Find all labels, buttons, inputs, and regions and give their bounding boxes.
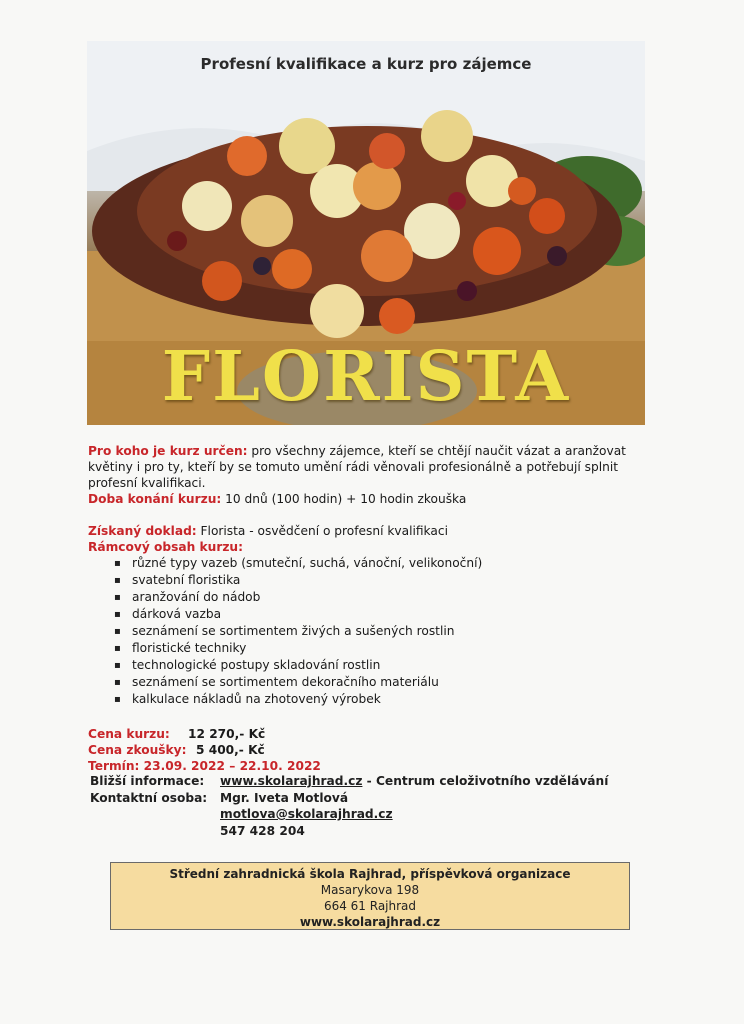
exam-price-value: 5 400,- Kč [196,743,265,757]
contact-info [90,773,608,839]
course-price-line [88,726,648,742]
course-title: FLORISTA [161,337,571,417]
list-item: ▪ seznámení se sortimentem dekoračního materiálu [114,674,648,691]
school-street: Masarykova 198 [320,883,420,897]
list-item: ▪ různé typy vazeb (smuteční, suchá, vánoční, velikonoční) [114,555,648,572]
exam-price-label: Cena zkoušky: [88,743,187,757]
term-line: Termín: 23.09. 2022 – 22.10. 2022 [88,759,321,773]
intro-paragraph [88,443,648,491]
course-details [88,443,648,774]
contact-person-label: Kontaktní osoba: [90,790,208,805]
certificate-line [88,523,648,539]
school-name: Střední zahradnická škola Rajhrad, příspěvková organizace [169,867,571,881]
duration-text: 10 dnů (100 hodin) + 10 hodin zkouška [221,492,467,506]
flower-photo-banner [87,41,645,425]
content-label: Rámcový obsah kurzu: [88,540,243,554]
duration-line [88,491,648,507]
list-item: ▪ floristické techniky [114,640,648,657]
intro-label: Pro koho je kurz určen: [88,444,248,458]
contact-name: Mgr. Iveta Motlová [220,790,349,805]
contact-email-link[interactable]: motlova@skolarajhrad.cz [220,807,393,821]
photo-subtitle: Profesní kvalifikace a kurz pro zájemce [200,55,532,73]
course-price-value: 12 270,- Kč [188,727,266,741]
list-item: ▪ kalkulace nákladů na zhotovený výrobek [114,691,648,708]
content-list [88,555,648,708]
list-item: ▪ dárková vazba [114,606,648,623]
school-address-box [110,862,630,930]
course-price-label: Cena kurzu: [88,727,170,741]
school-web-link[interactable]: www.skolarajhrad.cz [299,915,441,929]
certificate-label: Získaný doklad: [88,524,197,538]
list-item: ▪ technologické postupy skladování rostlin [114,657,648,674]
list-item: ▪ aranžování do nádob [114,589,648,606]
more-info-label: Bližší informace: [90,774,205,788]
duration-label: Doba konání kurzu: [88,492,222,506]
certificate-text: Florista - osvědčení o profesní kvalifikaci [196,524,448,538]
intro-text: pro všechny zájemce, kteří se chtějí naučit vázat a aranžovat květiny i pro ty, kteří by se tomuto umění rádi věnovali profesionálně a potřebují splnit profesní kvalifikaci. [88,444,626,490]
list-item: ▪ svatební floristika [114,572,648,589]
list-item: ▪ seznámení se sortimentem živých a sušených rostlin [114,623,648,640]
school-city: 664 61 Rajhrad [323,899,417,913]
more-info-text: - Centrum celoživotního vzdělávání [362,774,609,788]
exam-price-line [88,742,648,758]
contact-phone: 547 428 204 [220,823,305,838]
school-website-link[interactable]: www.skolarajhrad.cz [220,774,363,788]
